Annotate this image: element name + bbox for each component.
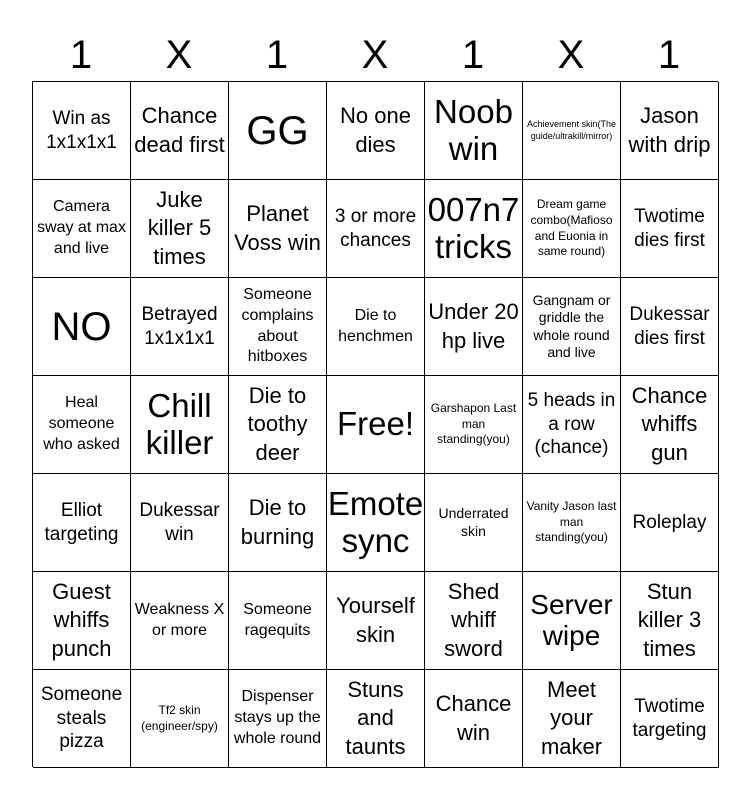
bingo-cell[interactable]: Guest whiffs punch [33, 572, 131, 670]
bingo-cell[interactable]: Emote sync [327, 474, 425, 572]
bingo-cell[interactable]: Stuns and taunts [327, 670, 425, 768]
header-letter-3: 1 [265, 33, 289, 77]
bingo-cell[interactable]: Stun killer 3 times [621, 572, 719, 670]
bingo-cell[interactable]: Die to burning [229, 474, 327, 572]
bingo-cell[interactable]: Win as 1x1x1x1 [33, 82, 131, 180]
bingo-cell[interactable]: Chance dead first [131, 82, 229, 180]
header-letter-7: 1 [657, 33, 681, 77]
bingo-cell[interactable]: 3 or more chances [327, 180, 425, 278]
bingo-cell[interactable]: Chance whiffs gun [621, 376, 719, 474]
bingo-cell[interactable]: Chill killer [131, 376, 229, 474]
bingo-cell[interactable]: Free! [327, 376, 425, 474]
bingo-cell[interactable]: Heal someone who asked [33, 376, 131, 474]
bingo-cell[interactable]: Die to toothy deer [229, 376, 327, 474]
bingo-cell[interactable]: Meet your maker [523, 670, 621, 768]
bingo-cell[interactable]: NO [33, 278, 131, 376]
bingo-cell[interactable]: Die to henchmen [327, 278, 425, 376]
header-letter-1: 1 [69, 33, 93, 77]
bingo-cell[interactable]: 007n7 tricks [425, 180, 523, 278]
bingo-cell[interactable]: Under 20 hp live [425, 278, 523, 376]
bingo-cell[interactable]: Someone steals pizza [33, 670, 131, 768]
bingo-cell[interactable]: Jason with drip [621, 82, 719, 180]
bingo-cell[interactable]: Vanity Jason last man standing(you) [523, 474, 621, 572]
header-letter-4: X [361, 33, 389, 77]
bingo-cell[interactable]: GG [229, 82, 327, 180]
bingo-cell[interactable]: Shed whiff sword [425, 572, 523, 670]
bingo-cell[interactable]: Garshapon Last man standing(you) [425, 376, 523, 474]
header-letter-2: X [165, 33, 193, 77]
bingo-cell[interactable]: Twotime targeting [621, 670, 719, 768]
bingo-cell[interactable]: No one dies [327, 82, 425, 180]
bingo-board [32, 81, 718, 767]
bingo-cell[interactable]: Planet Voss win [229, 180, 327, 278]
bingo-cell[interactable]: Underrated skin [425, 474, 523, 572]
bingo-cell[interactable]: Yourself skin [327, 572, 425, 670]
bingo-cell[interactable]: Chance win [425, 670, 523, 768]
bingo-header [32, 28, 718, 82]
bingo-cell[interactable]: Camera sway at max and live [33, 180, 131, 278]
bingo-cell[interactable]: Dukessar dies first [621, 278, 719, 376]
bingo-cell[interactable]: Roleplay [621, 474, 719, 572]
bingo-cell[interactable]: Noob win [425, 82, 523, 180]
bingo-cell[interactable]: Tf2 skin (engineer/spy) [131, 670, 229, 768]
bingo-cell[interactable]: Dream game combo(Mafioso and Euonia in same round) [523, 180, 621, 278]
bingo-cell[interactable]: Juke killer 5 times [131, 180, 229, 278]
bingo-cell[interactable]: 5 heads in a row (chance) [523, 376, 621, 474]
bingo-cell[interactable]: Dukessar win [131, 474, 229, 572]
bingo-cell[interactable]: Someone complains about hitboxes [229, 278, 327, 376]
header-letter-5: 1 [461, 33, 485, 77]
bingo-cell[interactable]: Weakness X or more [131, 572, 229, 670]
bingo-cell[interactable]: Gangnam or griddle the whole round and live [523, 278, 621, 376]
bingo-cell[interactable]: Twotime dies first [621, 180, 719, 278]
header-letter-6: X [557, 33, 585, 77]
bingo-cell[interactable]: Dispenser stays up the whole round [229, 670, 327, 768]
bingo-cell[interactable]: Someone ragequits [229, 572, 327, 670]
bingo-cell[interactable]: Achievement skin(The guide/ultrakill/mirror) [523, 82, 621, 180]
bingo-cell[interactable]: Elliot targeting [33, 474, 131, 572]
bingo-cell[interactable]: Betrayed 1x1x1x1 [131, 278, 229, 376]
bingo-cell[interactable]: Server wipe [523, 572, 621, 670]
